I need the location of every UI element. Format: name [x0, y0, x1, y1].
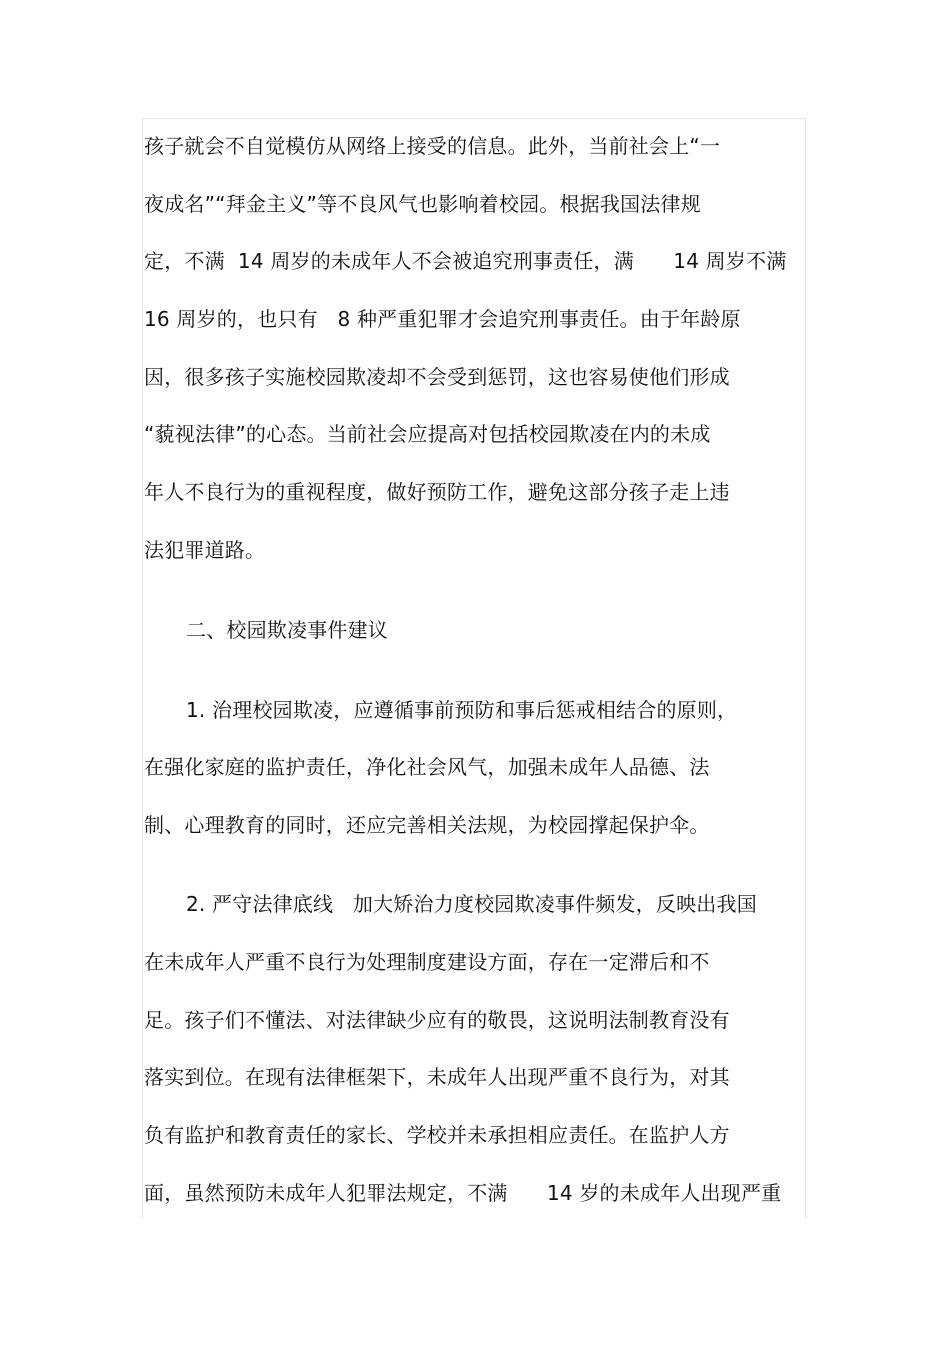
- section-heading: 二、校园欺凌事件建议: [186, 618, 388, 642]
- paragraph-3-line-1: 2. 严守法律底线 加大矫治力度校园欺凌事件频发，反映出我国: [186, 892, 757, 916]
- paragraph-2-line-1: 1. 治理校园欺凌，应遵循事前预防和事后惩戒相结合的原则，: [186, 698, 738, 722]
- paragraph-1-line-7: 年人不良行为的重视程度，做好预防工作，避免这部分孩子走上违: [144, 480, 730, 504]
- paragraph-1-line-8: 法犯罪道路。: [144, 538, 266, 562]
- paragraph-1-line-1: 孩子就会不自觉模仿从网络上接受的信息。此外，当前社会上“一: [144, 134, 721, 158]
- paragraph-1-line-3: 定，不满 14 周岁的未成年人不会被追究刑事责任，满 14 周岁不满: [144, 249, 787, 273]
- paragraph-3-line-3: 足。孩子们不懂法、对法律缺少应有的敬畏，这说明法制教育没有: [144, 1008, 730, 1032]
- paragraph-1-line-2: 夜成名”“拜金主义”等不良风气也影响着校园。根据我国法律规: [144, 192, 701, 216]
- page-frame: [142, 118, 806, 1218]
- paragraph-2-line-3: 制、心理教育的同时，还应完善相关法规，为校园撑起保护伞。: [144, 813, 710, 837]
- paragraph-3-line-5: 负有监护和教育责任的家长、学校并未承担相应责任。在监护人方: [144, 1123, 730, 1147]
- paragraph-3-line-2: 在未成年人严重不良行为处理制度建设方面，存在一定滞后和不: [144, 950, 710, 974]
- paragraph-2-line-2: 在强化家庭的监护责任，净化社会风气，加强未成年人品德、法: [144, 755, 710, 779]
- paragraph-1-line-4: 16 周岁的，也只有 8 种严重犯罪才会追究刑事责任。由于年龄原: [144, 307, 741, 331]
- paragraph-3-line-6: 面，虽然预防未成年人犯罪法规定，不满 14 岁的未成年人出现严重: [144, 1181, 782, 1205]
- paragraph-3-line-4: 落实到位。在现有法律框架下，未成年人出现严重不良行为，对其: [144, 1065, 730, 1089]
- paragraph-1-line-6: “藐视法律”的心态。当前社会应提高对包括校园欺凌在内的未成: [144, 422, 711, 446]
- paragraph-1-line-5: 因，很多孩子实施校园欺凌却不会受到惩罚，这也容易使他们形成: [144, 365, 730, 389]
